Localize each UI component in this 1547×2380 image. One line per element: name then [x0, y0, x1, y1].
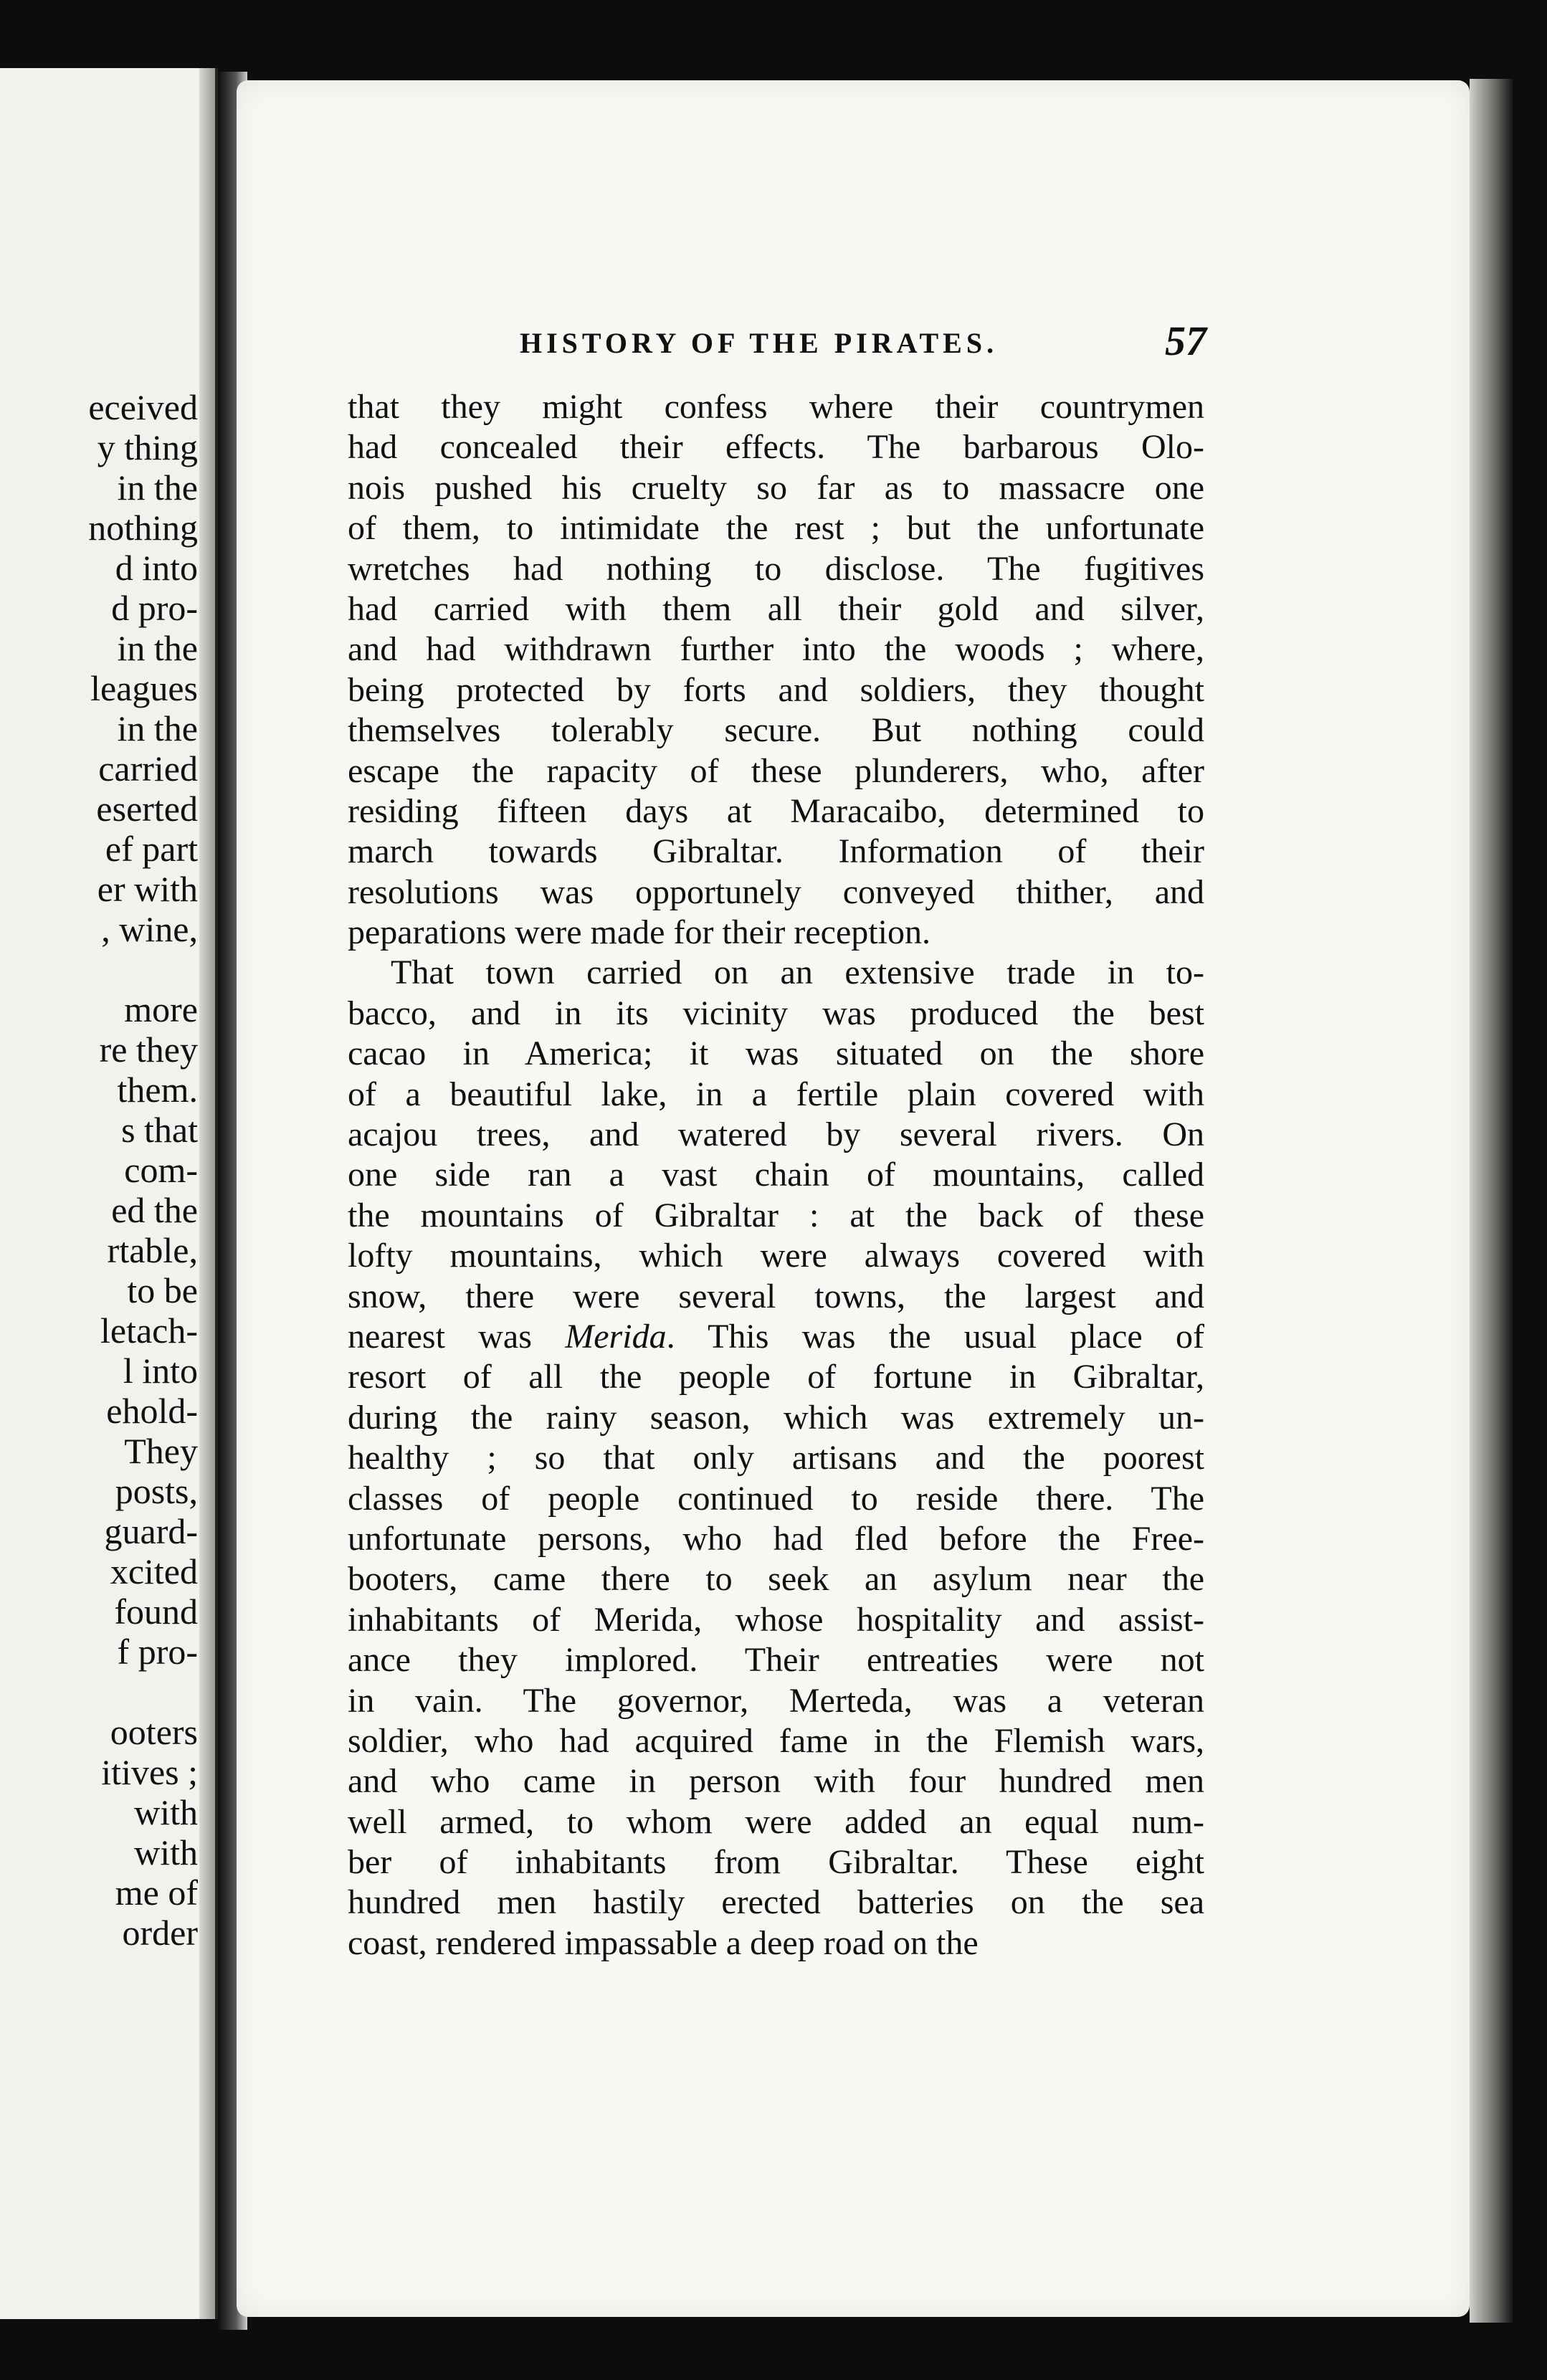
- left-page-line: s that: [121, 1110, 198, 1150]
- left-page-line: with: [134, 1832, 198, 1872]
- text-line: resort of all the people of fortune in Gibraltar,: [348, 1358, 1204, 1396]
- left-page-line: them.: [117, 1070, 198, 1110]
- text-line: had carried with them all their gold and silver,: [348, 589, 1204, 628]
- left-page-line: re they: [99, 1029, 198, 1070]
- left-page-line: , wine,: [101, 909, 198, 949]
- text-line: soldier, who had acquired fame in the Flemish wars,: [348, 1721, 1204, 1760]
- left-page-line: They: [124, 1431, 198, 1471]
- text-line: peparations were made for their reception.: [348, 913, 930, 952]
- left-page-line: me of: [115, 1872, 198, 1913]
- left-page-line: f pro-: [117, 1632, 198, 1672]
- left-page-line: er with: [97, 869, 198, 909]
- text-line: that they might confess where their countrymen: [348, 388, 1204, 426]
- left-facing-page: [0, 68, 218, 2319]
- text-line: of them, to intimidate the rest ; but the unfortunate: [348, 509, 1204, 548]
- text-line: themselves tolerably secure. But nothing could: [348, 711, 1204, 750]
- text-line: booters, came there to seek an asylum near the: [348, 1560, 1204, 1599]
- text-line: and who came in person with four hundred men: [348, 1762, 1204, 1801]
- text-line: of a beautiful lake, in a fertile plain covered with: [348, 1075, 1204, 1113]
- left-page-line: itives ;: [101, 1752, 198, 1792]
- left-page-line: letach-: [100, 1310, 198, 1351]
- left-page-line: guard-: [104, 1511, 198, 1551]
- text-line: That town carried on an extensive trade in to-: [391, 953, 1204, 992]
- page-right-edge: [1470, 79, 1513, 2323]
- text-line: nearest was Merida. This was the usual place of: [348, 1317, 1204, 1356]
- left-page-line: l into: [123, 1351, 198, 1391]
- text-line: coast, rendered impassable a deep road on the: [348, 1923, 979, 1962]
- left-page-line: order: [122, 1913, 198, 1953]
- left-page-line: leagues: [90, 668, 198, 708]
- text-line: cacao in America; it was situated on the shore: [348, 1034, 1204, 1073]
- text-line: healthy ; so that only artisans and the poorest: [348, 1439, 1204, 1477]
- text-line: and had withdrawn further into the woods ; where,: [348, 630, 1204, 669]
- left-page-line: d pro-: [111, 588, 198, 628]
- left-page-line: [0, 949, 215, 989]
- left-page-line: d into: [115, 548, 198, 588]
- text-line: acajou trees, and watered by several rivers. On: [348, 1115, 1204, 1154]
- text-line: ance they implored. Their entreaties were not: [348, 1641, 1204, 1680]
- running-header: HISTORY OF THE PIRATES.: [520, 327, 999, 359]
- text-line: being protected by forts and soldiers, they thought: [348, 670, 1204, 709]
- left-page-line: xcited: [110, 1551, 198, 1591]
- left-page-line: [0, 1672, 215, 1712]
- text-line: during the rainy season, which was extremely un-: [348, 1398, 1204, 1437]
- text-line: wretches had nothing to disclose. The fugitives: [348, 549, 1204, 588]
- text-line: snow, there were several towns, the largest and: [348, 1277, 1204, 1315]
- left-page-line: in the: [117, 467, 198, 508]
- page-body-text: [348, 387, 1204, 1964]
- left-page-line: rtable,: [107, 1230, 198, 1270]
- left-page-line: nothing: [88, 508, 198, 548]
- text-line: had concealed their effects. The barbarous Olo-: [348, 428, 1204, 467]
- left-page-text-fragments: [0, 387, 215, 1953]
- left-page-line: ooters: [110, 1712, 198, 1752]
- text-line: escape the rapacity of these plunderers, who, after: [348, 751, 1204, 790]
- left-page-line: in the: [117, 708, 198, 748]
- left-page-line: ed the: [111, 1190, 198, 1230]
- left-page-line: more: [124, 989, 198, 1029]
- left-page-line: posts,: [115, 1471, 198, 1511]
- left-page-line: eserted: [96, 789, 198, 829]
- page-number: 57: [1165, 318, 1206, 364]
- text-line: hundred men hastily erected batteries on the sea: [348, 1883, 1204, 1922]
- left-page-line: in the: [117, 628, 198, 668]
- left-page-line: to be: [127, 1270, 198, 1310]
- left-page-line: with: [134, 1792, 198, 1832]
- left-page-line: carried: [98, 748, 198, 789]
- text-line: march towards Gibraltar. Information of their: [348, 832, 1204, 871]
- text-line: inhabitants of Merida, whose hospitality and assist-: [348, 1600, 1204, 1639]
- text-line: lofty mountains, which were always covered with: [348, 1237, 1204, 1275]
- text-line: residing fifteen days at Maracaibo, determined to: [348, 791, 1204, 830]
- left-page-line: ehold-: [106, 1391, 198, 1431]
- left-page-line: eceived: [88, 387, 198, 427]
- text-line: bacco, and in its vicinity was produced the best: [348, 994, 1204, 1032]
- left-page-line: y thing: [97, 427, 198, 467]
- text-line: well armed, to whom were added an equal num-: [348, 1802, 1204, 1841]
- text-line: resolutions was opportunely conveyed thither, and: [348, 872, 1204, 911]
- text-line: the mountains of Gibraltar : at the back of these: [348, 1196, 1204, 1234]
- left-page-line: found: [114, 1591, 198, 1632]
- left-page-line: com-: [124, 1150, 198, 1190]
- text-line: classes of people continued to reside there. The: [348, 1479, 1204, 1518]
- text-line: ber of inhabitants from Gibraltar. These eight: [348, 1843, 1204, 1882]
- text-line: one side ran a vast chain of mountains, called: [348, 1156, 1204, 1194]
- left-page-line: ef part: [105, 829, 198, 869]
- text-line: in vain. The governor, Merteda, was a veteran: [348, 1681, 1204, 1720]
- text-line: unfortunate persons, who had fled before the Free-: [348, 1519, 1204, 1558]
- text-line: nois pushed his cruelty so far as to massacre one: [348, 468, 1204, 507]
